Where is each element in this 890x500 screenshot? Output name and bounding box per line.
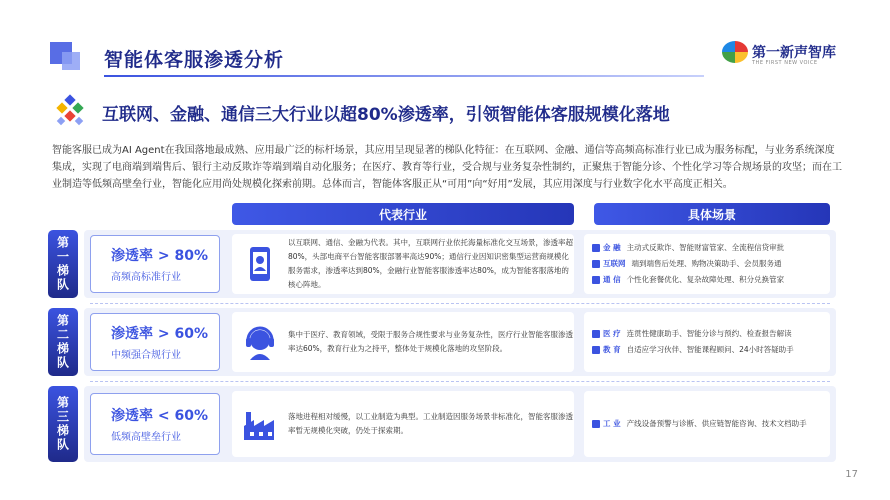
industry-icon <box>592 420 600 428</box>
scene-box-2 <box>584 312 830 372</box>
tier-desc-2: 中频强合规行业 <box>111 350 181 361</box>
scene-item: 金 融 主动式反欺诈、智能财富管家、全流程信贷审批 <box>592 240 822 256</box>
tier-rate-2: 渗透率 > 60% <box>111 326 208 342</box>
scene-item: 教 育 自适应学习伙伴、智能课程顾问、24小时答疑助手 <box>592 342 822 358</box>
headline-diamond-icon <box>52 94 88 130</box>
logo-mark-icon <box>722 41 748 63</box>
row-divider <box>90 303 830 304</box>
scene-item: 通 信 个性化套餐优化、复杂故障处理、积分兑换管家 <box>592 272 822 288</box>
scene-item: 工 业 产线设备预警与诊断、供应链智能咨询、技术文档助手 <box>592 416 822 432</box>
scene-item: 医 疗 连贯性健康助手、智能分诊与预约、检查报告解读 <box>592 326 822 342</box>
tier-label-3: 第三梯队 <box>48 386 78 462</box>
tier-summary-2 <box>90 313 220 371</box>
tier-label-2: 第二梯队 <box>48 308 78 376</box>
tier-desc-3: 低频高壁垒行业 <box>111 432 181 443</box>
intro-paragraph: 智能客服已成为AI Agent在我国落地最成熟、应用最广泛的标杆场景，其应用呈现显著的梯队化特征：在互联网、金融、通信等高频高标准行业已成为服务标配，与业务系统深度集成，实现了电商端到端售后、银行主动反欺诈等端到端自动化服务；在医疗、教育等行业，受合规与业务复杂性制约，正聚焦于智能分诊、个性化学习等合规场景的攻坚；而在工业制造等低频高壁垒行业，智能化应用尚处规模化探索前期。总体而言，智能体客服正从“可用”向“好用”发展，其应用深度与行业数字化水平高度正相关。 <box>52 145 842 190</box>
medical-icon <box>592 330 600 338</box>
phone-agent-icon <box>240 244 280 284</box>
education-icon <box>592 346 600 354</box>
industry-box-3 <box>232 391 574 457</box>
tier-rate-1: 渗透率 > 80% <box>111 248 208 264</box>
tier-label-1: 第一梯队 <box>48 230 78 298</box>
row-divider <box>90 381 830 382</box>
page-title: 智能体客服渗透分析 <box>104 49 285 71</box>
factory-icon <box>240 404 280 444</box>
tier-summary-1 <box>90 235 220 293</box>
telecom-icon <box>592 276 600 284</box>
scene-item: 互联网 端到端售后处理、购物决策助手、会员服务通 <box>592 256 822 272</box>
logo-name: 第一新声智库 <box>752 45 836 61</box>
industry-box-2 <box>232 312 574 372</box>
logo-subtitle: THE FIRST NEW VOICE <box>752 60 818 66</box>
title-underline <box>104 75 704 77</box>
header-industry: 代表行业 <box>232 203 574 225</box>
headset-agent-icon <box>240 322 280 362</box>
industry-text-1: 以互联网、通信、金融为代表。其中，互联网行业依托海量标准化交互场景，渗透率超80%，头部电商平台智能客服部署率高达90%；通信行业因知识密集型运营商规模化服务需求，渗透率达到80%，金融行业智能客服渗透率达80%，成为智能客服落地的核心阵地。 <box>288 238 573 289</box>
header-scene: 具体场景 <box>594 203 830 225</box>
headline: 互联网、金融、通信三大行业以超80%渗透率，引领智能体客服规模化落地 <box>102 105 670 125</box>
industry-box-1 <box>232 234 574 294</box>
scene-box-1 <box>584 234 830 294</box>
page-number: 17 <box>845 469 858 480</box>
internet-icon <box>592 260 600 268</box>
tier-summary-3 <box>90 393 220 455</box>
industry-text-2: 集中于医疗、教育领域，受限于服务合规性要求与业务复杂性，医疗行业智能客服渗透率达60%，教育行业为之持平，整体处于规模化落地的攻坚阶段。 <box>288 330 573 353</box>
industry-text-3: 落地进程相对缓慢，以工业制造为典型。工业制造因服务场景非标准化，智能客服渗透率暂无规模化突破，仍处于探索期。 <box>288 412 573 435</box>
tier-desc-1: 高频高标准行业 <box>111 272 181 283</box>
bank-icon <box>592 244 600 252</box>
tier-rate-3: 渗透率 < 60% <box>111 408 208 424</box>
scene-box-3 <box>584 391 830 457</box>
